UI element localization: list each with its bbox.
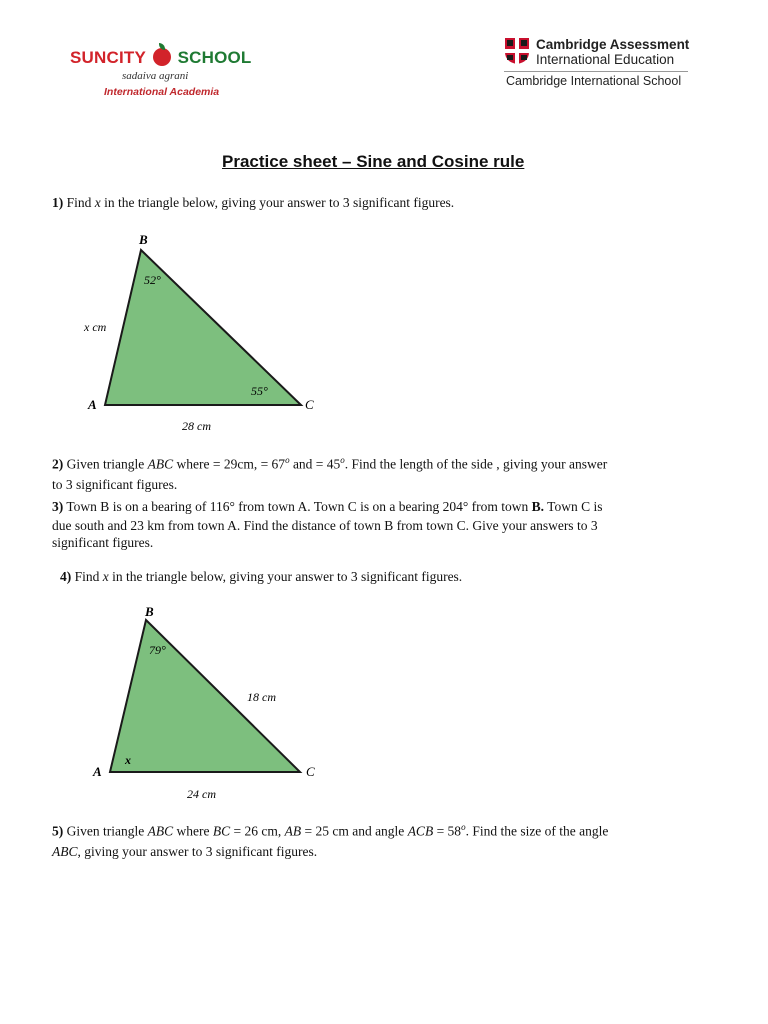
q3-bold-b: B. (531, 499, 545, 514)
q5-text-g: , giving your answer to 3 significant figures. (77, 843, 318, 859)
triangle-1-angle-c: 55° (251, 384, 268, 398)
school-logo (66, 38, 256, 100)
question-3 (52, 497, 732, 553)
q4-number: 4) (60, 569, 72, 584)
q5-text-c: = 26 cm, (230, 823, 285, 839)
triangle-2-angle-a: x (125, 753, 131, 767)
cambridge-shield-icon (504, 37, 530, 65)
q5-number: 5) (52, 823, 64, 839)
q5-text-e: = 58 (433, 823, 462, 839)
triangle-1-vertex-a: A (88, 397, 97, 412)
q2-sup-2: o (340, 455, 345, 465)
triangle-2-vertex-b: B (145, 604, 154, 619)
q2-text-d: . Find the length of the side , giving your answer (344, 456, 608, 472)
q3-line2: due south and 23 km from town A. Find the distance of town B from town C. Give your answers to 3 (52, 518, 598, 533)
q5-text-d: = 25 cm and angle (301, 823, 408, 839)
question-1 (52, 193, 454, 213)
q5-var-bc: BC (212, 823, 231, 839)
q5-text-b: where (173, 823, 213, 839)
q5-var-abc-2: ABC (52, 843, 78, 859)
cambridge-logo (504, 36, 704, 96)
cambridge-divider (504, 71, 688, 72)
triangle-1-side-ac: 28 cm (182, 419, 211, 433)
q4-text-b: in the triangle below, giving your answer to 3 significant figures. (108, 569, 463, 584)
q4-text-a: Find (71, 569, 103, 584)
q5-var-abc: ABC (147, 823, 174, 839)
triangle-1-vertex-c: C (305, 397, 314, 412)
q5-var-ab: AB (284, 823, 302, 839)
question-2 (52, 450, 732, 495)
triangle-1-vertex-b: B (139, 232, 148, 247)
q5-text-a: Given triangle (63, 823, 148, 839)
triangle-1-diagram (80, 228, 340, 438)
q4-var: x (102, 569, 109, 584)
school-name (70, 48, 252, 68)
q3-line3: significant figures. (52, 535, 154, 550)
page-title: Practice sheet – Sine and Cosine rule (222, 152, 525, 171)
q2-var: ABC (147, 456, 174, 472)
q1-text-a: Find (63, 195, 95, 210)
triangle-2-vertex-a: A (93, 764, 102, 779)
triangle-2-vertex-c: C (306, 764, 315, 779)
q2-number: 2) (52, 456, 64, 472)
q1-var: x (94, 195, 101, 210)
q5-line2 (52, 842, 742, 862)
q3-text-b: Town C is (544, 499, 603, 514)
q5-sup: o (461, 822, 466, 832)
q1-number: 1) (52, 195, 64, 210)
q2-text-a: Given triangle (63, 456, 148, 472)
q2-text-c: and = 45 (289, 456, 341, 472)
cambridge-line1: Cambridge Assessment (536, 37, 690, 52)
triangle-1-angle-b: 52° (144, 273, 161, 287)
triangle-1-shape (105, 250, 301, 405)
school-name-part1: SUNCITY (70, 48, 146, 67)
q3-number: 3) (52, 499, 64, 514)
q5-text-f: . Find the size of the angle (465, 823, 609, 839)
q5-var-acb: ACB (407, 823, 434, 839)
triangle-2-diagram (90, 602, 340, 807)
question-5 (52, 817, 742, 862)
school-name-part2: SCHOOL (177, 48, 252, 67)
q2-text-b: where = 29cm, = 67 (173, 456, 286, 472)
triangle-1-side-ab: x cm (84, 320, 107, 334)
q1-text-b: in the triangle below, giving your answer to 3 significant figures. (100, 195, 455, 210)
triangle-2-angle-b: 79° (149, 643, 166, 657)
q2-line1 (52, 450, 732, 475)
apple-icon (153, 48, 171, 66)
q2-sup-1: o (285, 455, 290, 465)
school-academy: International Academia (104, 86, 220, 98)
q5-line1 (52, 817, 742, 842)
q2-line2: to 3 significant figures. (52, 476, 178, 492)
cambridge-line2: International Education (536, 52, 675, 67)
triangle-2-side-ac: 24 cm (187, 787, 216, 801)
question-4 (60, 567, 462, 587)
school-tagline: sadaiva agrani (122, 70, 189, 82)
q3-text-a: Town B is on a bearing of 116° from town A. Town C is on a bearing 204° from town (63, 499, 532, 514)
cambridge-school: Cambridge International School (506, 74, 682, 88)
q3-line1 (52, 497, 732, 517)
triangle-2-side-bc: 18 cm (247, 690, 276, 704)
